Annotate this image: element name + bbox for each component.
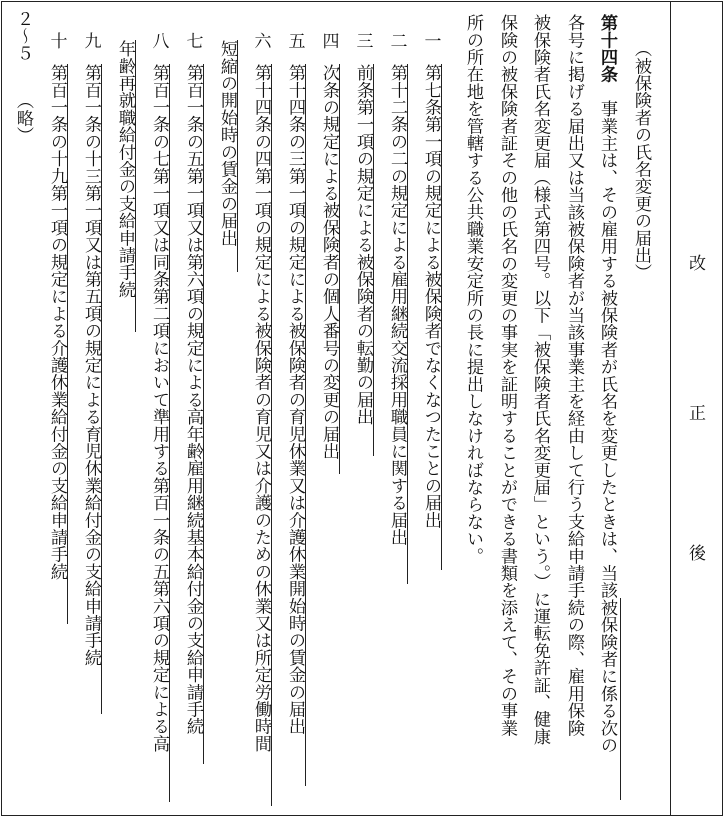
item-number-4: 四 xyxy=(322,32,340,52)
item-text-3: 前条第一項の規定による被保険者の転勤の届出 xyxy=(353,64,373,426)
footer-note: （略） xyxy=(13,92,33,144)
article-line-1: 事業主は、その雇用する被保険者が氏名を変更したときは、当該被保険者に係る次の xyxy=(597,100,617,754)
footer-range: ２～５ xyxy=(13,10,33,62)
header-char-go: 後 xyxy=(689,544,706,564)
header-column xyxy=(670,1,723,816)
item-number-3: 三 xyxy=(356,32,374,52)
item-text-9: 第百一条の十三第一項又は第五項の規定による育児休業給付金の支給申請手続 xyxy=(81,64,101,666)
item-number-2: 二 xyxy=(390,32,408,52)
item-number-10: 十 xyxy=(50,32,68,52)
item-text-5: 第十四条の三第一項の規定による被保険者の育児休業又は介護休業開始時の賃金の届出 xyxy=(285,64,305,735)
item-number-9: 九 xyxy=(84,32,102,52)
article-line-5: 所の所在地を管轄する公共職業安定所の長に提出しなければならない。 xyxy=(463,14,483,565)
item-number-1: 一 xyxy=(424,32,442,52)
item-text-7: 第百一条の五第一項又は第六項の規定による高年齢雇用継続基本給付金の支給申請手続 xyxy=(183,64,203,735)
item-number-5: 五 xyxy=(288,32,306,52)
item-text-2: 第十二条の二の規定による雇用継続交流採用職員に関する届出 xyxy=(387,64,407,546)
item-text-4: 次条の規定による被保険者の個人番号の変更の届出 xyxy=(319,64,339,460)
header-char-kai: 改 xyxy=(689,254,706,274)
item-number-8: 八 xyxy=(152,32,170,52)
item-text-8-cont: 年齢再就職給付金の支給申請手続 xyxy=(115,40,135,298)
item-text-10: 第百一条の十九第一項の規定による介護休業給付金の支給申請手続 xyxy=(47,64,67,580)
article-line-2: 各号に掲げる届出又は当該被保険者が当該事業主を経由して行う支給申請手続の際、雇用保険 xyxy=(564,14,584,737)
article-line-4: 保険の被保険者証その他の氏名の変更の事実を証明することができる書類を添えて、その事業 xyxy=(497,14,517,737)
item-text-6: 第十四条の四第一項の規定による被保険者の育児又は介護のための休業又は所定労働時間 xyxy=(251,64,271,752)
header-char-sei: 正 xyxy=(689,404,706,424)
item-text-6-cont: 短縮の開始時の賃金の届出 xyxy=(217,40,237,247)
article-number: 第十四条 xyxy=(597,14,617,83)
article-line-3: 被保険者氏名変更届（様式第四号。以下「被保険者氏名変更届」という。）に運転免許証、健康 xyxy=(530,14,550,745)
revision-mark xyxy=(620,598,621,800)
item-text-8: 第百一条の七第一項又は同条第二項において準用する第百一条の五第六項の規定による高 xyxy=(149,64,169,752)
item-number-6: 六 xyxy=(254,32,272,52)
article-caption: （被保険者の氏名変更の届出） xyxy=(631,40,651,281)
item-number-7: 七 xyxy=(186,32,204,52)
item-text-1: 第七条第一項の規定による被保険者でなくなつたことの届出 xyxy=(421,64,441,529)
